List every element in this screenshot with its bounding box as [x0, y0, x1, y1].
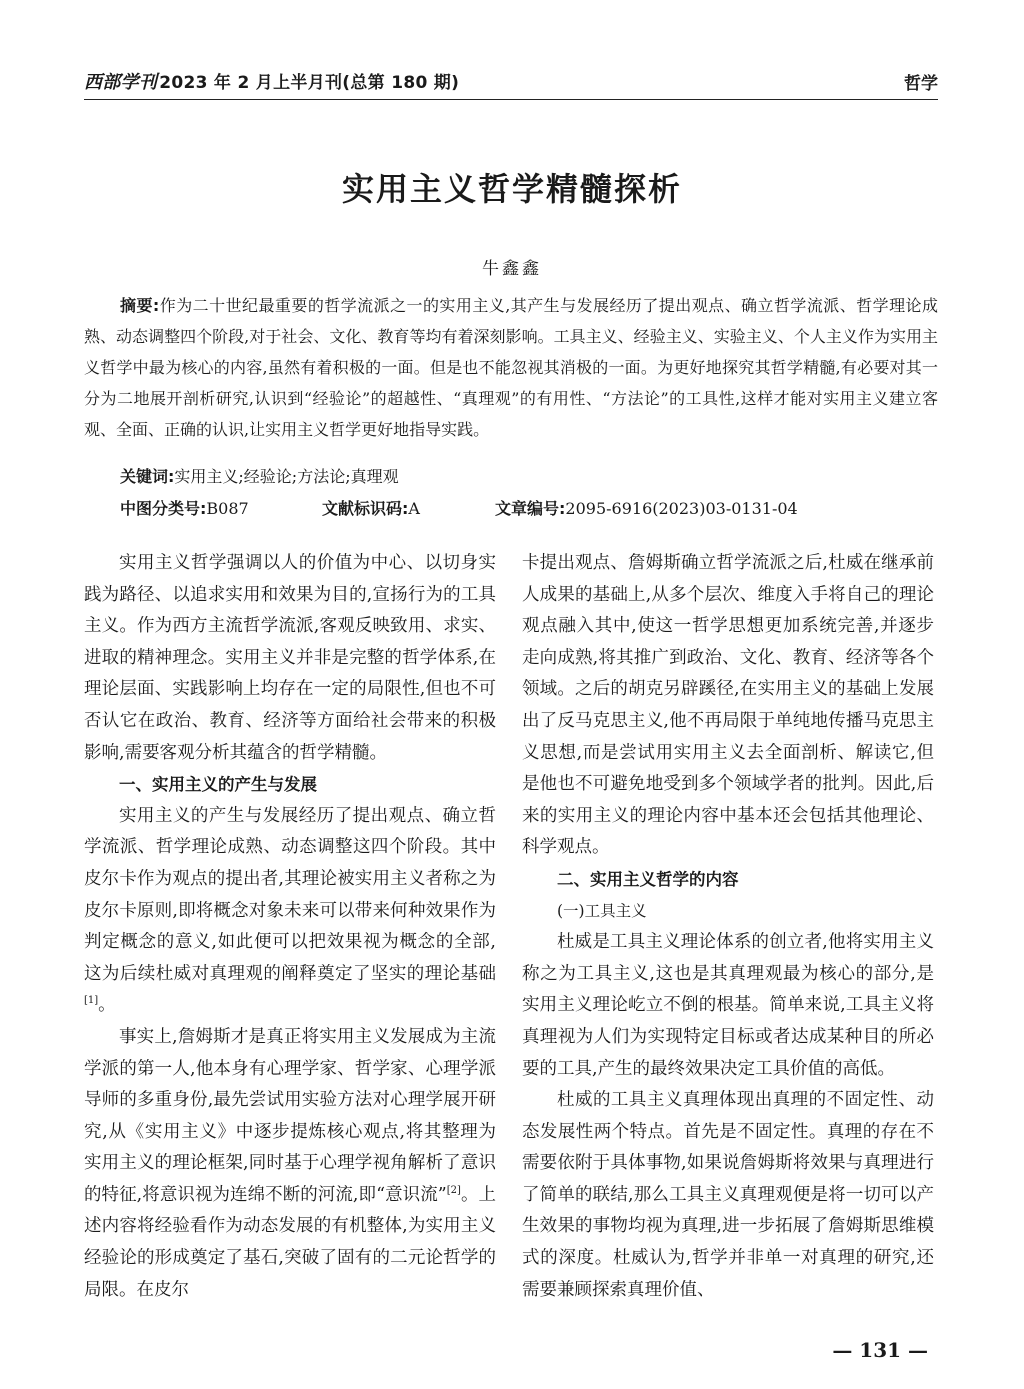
body-column-right [522, 548, 934, 1306]
running-header [84, 66, 938, 100]
clc-value: B087 [206, 499, 249, 518]
section-heading: 一、实用主义的产生与发展 [119, 775, 317, 795]
paragraph-text-end: 。上述内容将经验看作为动态发展的有机整体,为实用主义经验论的形成奠定了基石,突破了固有的二元论哲学的局限。在皮尔 [84, 1184, 496, 1300]
article-title: 实用主义哲学精髓探析 [341, 170, 682, 208]
clc-label: 中图分类号: [120, 499, 207, 518]
article-no-label: 文章编号: [495, 499, 566, 518]
section-heading: 二、实用主义哲学的内容 [557, 869, 739, 889]
keywords-text: 实用主义;经验论;方法论;真理观 [174, 467, 399, 486]
article-author: 牛鑫鑫 [482, 259, 542, 279]
paragraph [84, 801, 496, 1022]
keywords-label: 关键词: [120, 467, 175, 486]
abstract-text: 作为二十世纪最重要的哲学流派之一的实用主义,其产生与发展经历了提出观点、确立哲学流派、哲学理论成熟、动态调整四个阶段,对于社会、文化、教育等均有着深刻影响。工具主义、经验主义、实验主义、个人主义作为实用主义哲学中最为核心的内容,虽然有着积极的一面。但是也不能忽视其消极的一面。为更好地探究其哲学精髓,有必要对其一分为二地展开剖析研究,认识到“经验论”的超越性、“真理观”的有用性、“方法论”的工具性,这样才能对实用主义建立客观、全面、正确的认识,让实用主义哲学更好地指导实践。 [84, 296, 938, 439]
paragraph: 杜威的工具主义真理体现出真理的不固定性、动态发展性两个特点。首先是不固定性。真理的存在不需要依附于具体事物,如果说詹姆斯将效果与真理进行了简单的联结,那么工具主义真理观便是将一切可以产生效果的事物均视为真理,进一步拓展了詹姆斯思维模式的深度。杜威认为,哲学并非单一对真理的研究,还需要兼顾探索真理价值、 [522, 1090, 934, 1300]
issue-label: 2023 年 2 月上半月刊(总第 180 期) [159, 73, 460, 93]
abstract [84, 290, 938, 445]
article-no-value: 2095-6916(2023)03-0131-04 [565, 499, 798, 518]
section-name: 哲学 [904, 74, 938, 94]
paragraph: 杜威是工具主义理论体系的创立者,他将实用主义称之为工具主义,这也是其真理观最为核心的部分,是实用主义理论屹立不倒的根基。简单来说,工具主义将真理视为人们为实现特定目标或者达成某种目的所必要的工具,产生的最终效果决定工具价值的高低。 [522, 932, 934, 1079]
doc-code-label: 文献标识码: [322, 499, 409, 518]
subsection-heading: (一)工具主义 [557, 901, 647, 920]
paragraph: 实用主义哲学强调以人的价值为中心、以切身实践为路径、以追求实用和效果为目的,宣扬行为的工具主义。作为西方主流哲学流派,客观反映致用、求实、进取的精神理念。实用主义并非是完整的哲学体系,在理论层面、实践影响上均存在一定的局限性,但也不可否认它在政治、教育、经济等方面给社会带来的积极影响,需要客观分析其蕴含的哲学精髓。 [84, 553, 496, 763]
citation-ref: [1] [84, 995, 99, 1007]
page-number: — 131 — [832, 1338, 928, 1362]
paragraph: 卡提出观点、詹姆斯确立哲学流派之后,杜威在继承前人成果的基础上,从多个层次、维度入手将自己的理论观点融入其中,使这一哲学思想更加系统完善,并逐步走向成熟,将其推广到政治、文化、教育、经济等各个领域。之后的胡克另辟蹊径,在实用主义的基础上发展出了反马克思主义,他不再局限于单纯地传播马克思主义思想,而是尝试用实用主义去全面剖析、解读它,但是他也不可避免地受到多个领域学者的批判。因此,后来的实用主义的理论内容中基本还会包括其他理论、科学观点。 [522, 553, 934, 858]
paragraph-text-end: 。 [98, 995, 116, 1016]
journal-logo: 西部学刊 [84, 72, 158, 93]
paragraph-text: 事实上,詹姆斯才是真正将实用主义发展成为主流学派的第一人,他本身有心理学家、哲学家、心理学派导师的多重身份,最先尝试用实验方法对心理学展开研究,从《实用主义》中逐步提炼核心观点,将其整理为实用主义的理论框架,同时基于心理学视角解析了意识的特征,将意识视为连绵不断的河流,即“意识流” [84, 1026, 496, 1205]
abstract-label: 摘要: [120, 296, 160, 315]
paragraph-text: 实用主义的产生与发展经历了提出观点、确立哲学流派、哲学理论成熟、动态调整这四个阶段。其中皮尔卡作为观点的提出者,其理论被实用主义者称之为皮尔卡原则,即将概念对象未来可以带来何种效果作为判定概念的意义,如此便可以把效果视为概念的全部,这为后续杜威对真理观的阐释奠定了坚实的理论基础 [84, 805, 496, 984]
journal-issue-info [84, 68, 459, 94]
citation-ref: [2] [446, 1185, 461, 1197]
body-column-left [84, 548, 496, 1306]
paragraph [84, 1022, 496, 1306]
doc-code-value: A [408, 499, 420, 518]
keywords-line [120, 464, 399, 487]
